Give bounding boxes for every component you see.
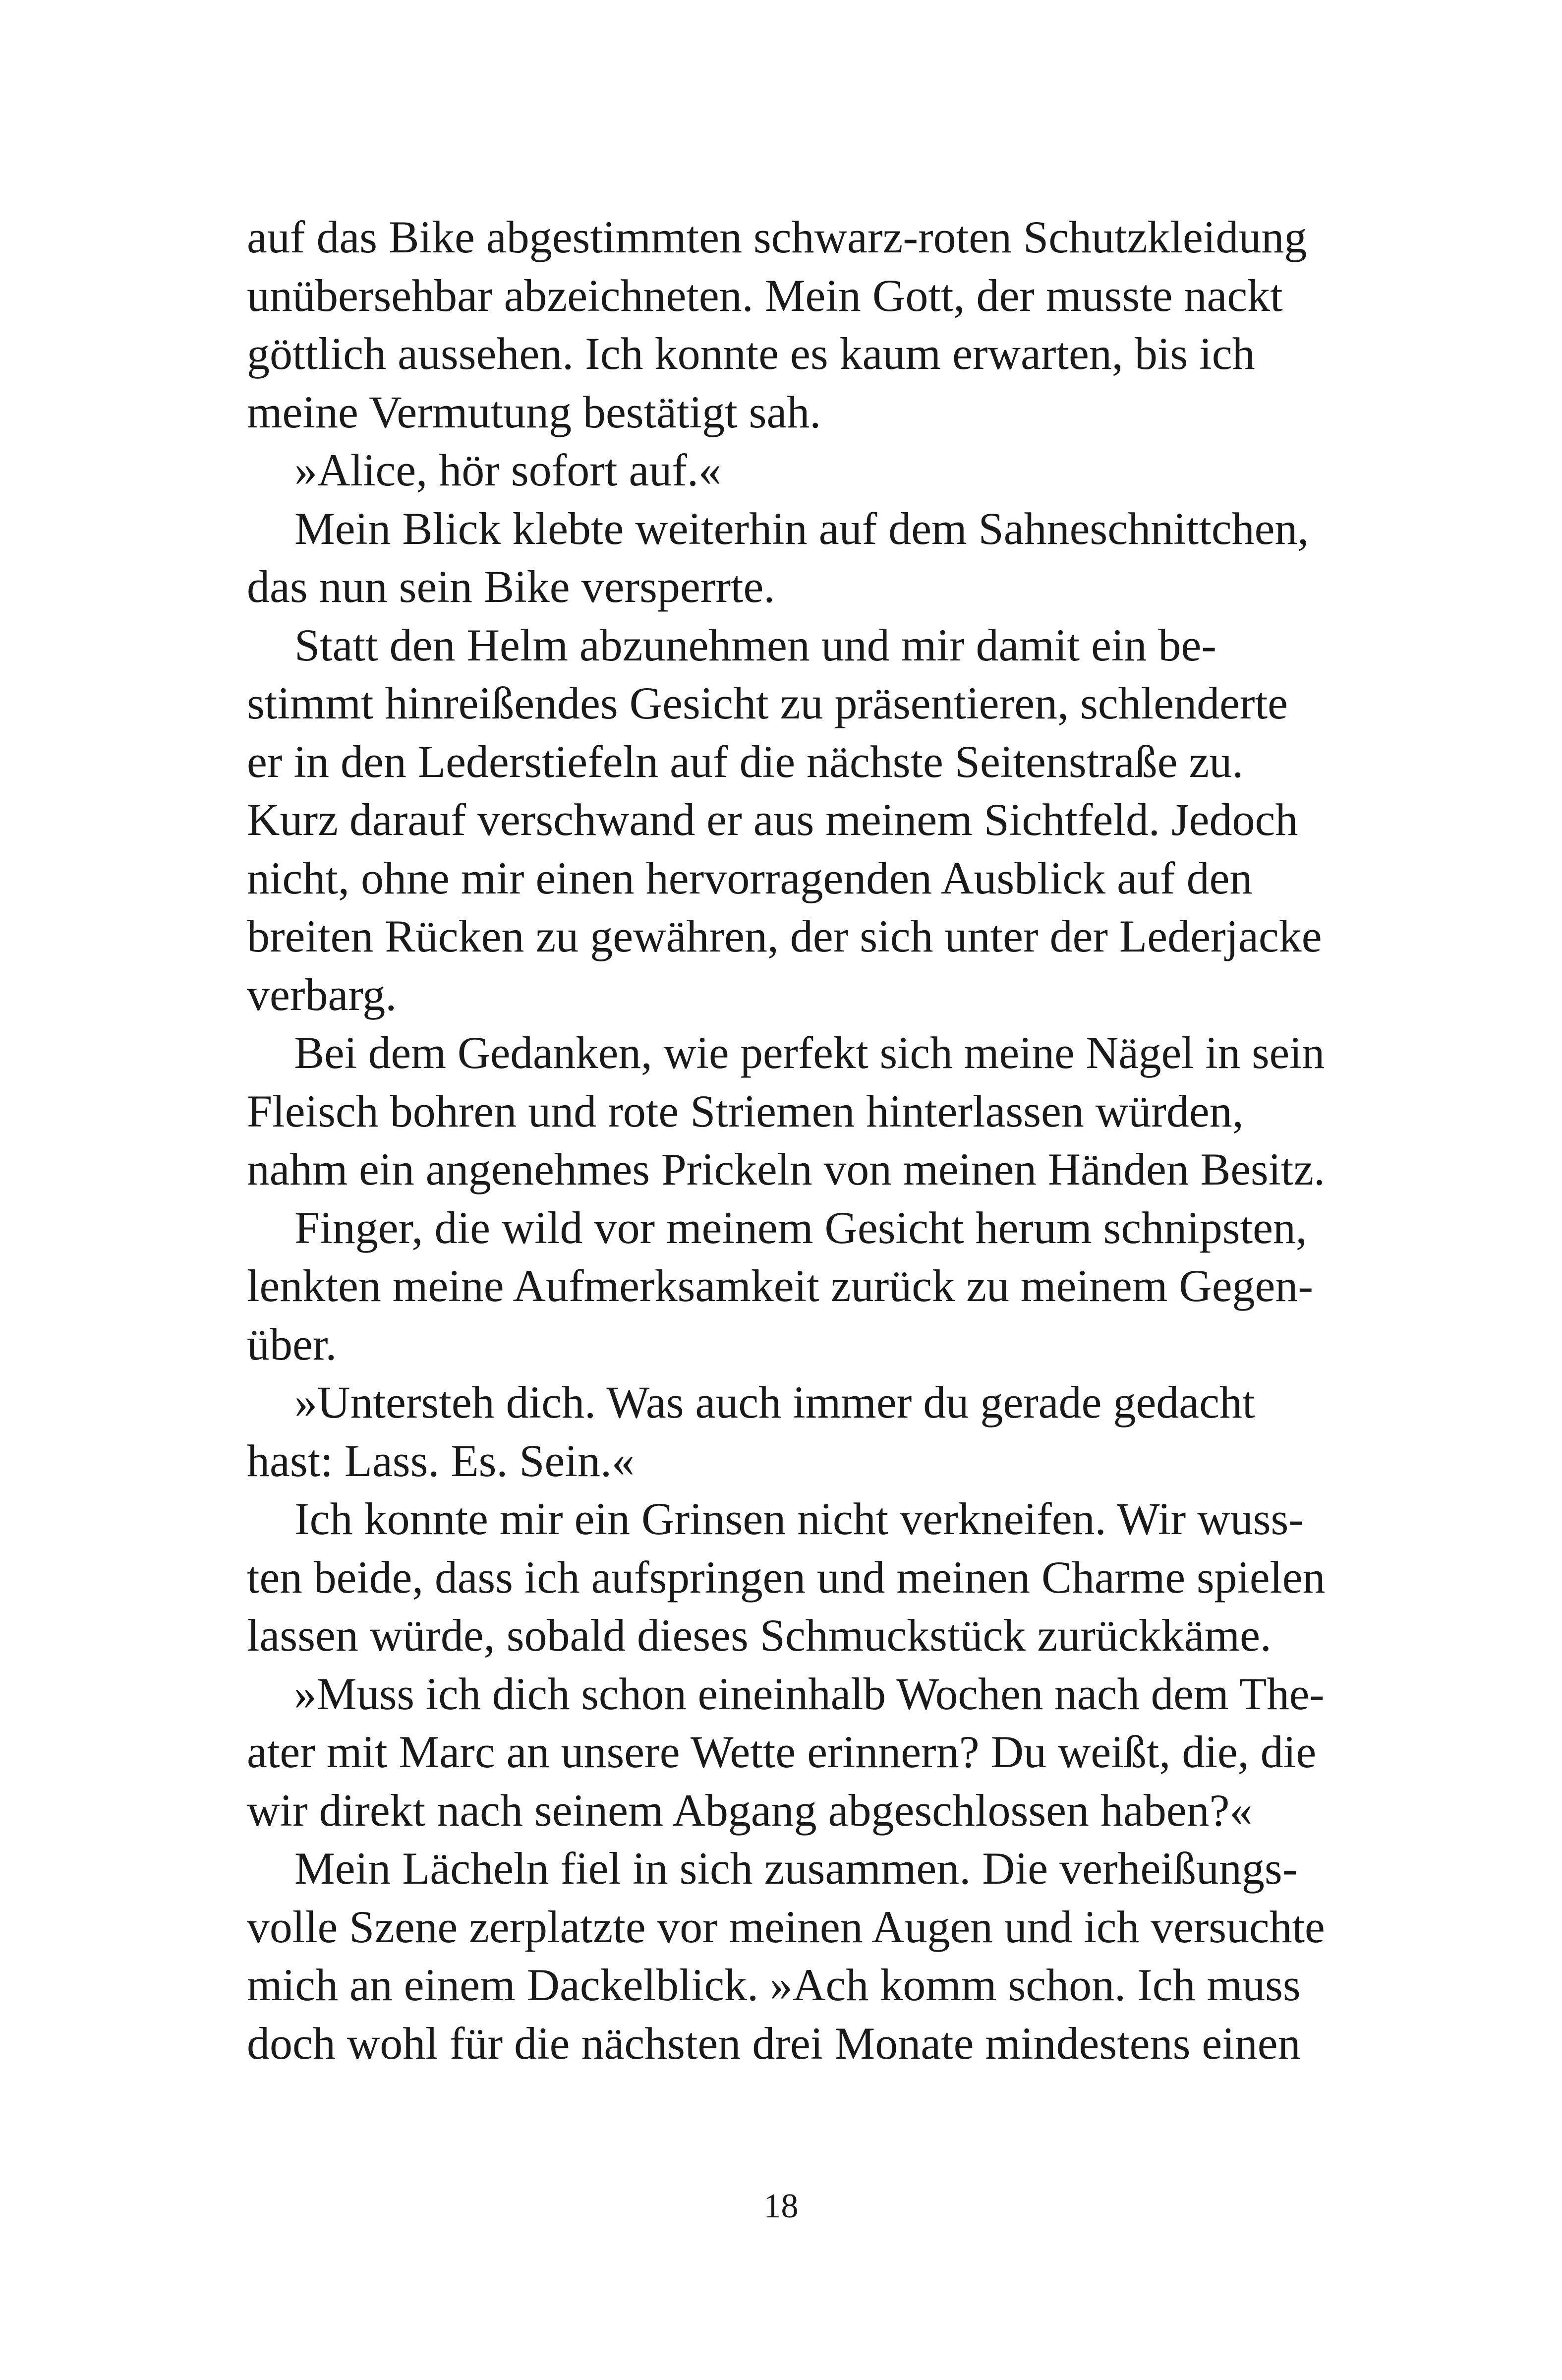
text-line: nicht, ohne mir einen hervorragenden Ausblick auf den [247,852,1253,903]
text-line: lenkten meine Aufmerksamkeit zurück zu meinem Gegen- [247,1260,1313,1311]
text-line: auf das Bike abgestimmten schwarz-roten Schutzkleidung [247,212,1307,262]
text-line: nahm ein angenehmes Prickeln von meinen Händen Besitz. [247,1144,1325,1194]
text-line: Bei dem Gedanken, wie perfekt sich meine Nägel in sein [294,1027,1325,1078]
text-line: hast: Lass. Es. Sein.« [247,1435,635,1486]
text-line: Mein Blick klebte weiterhin auf dem Sahneschnittchen, [294,503,1309,554]
text-line: göttlich aussehen. Ich konnte es kaum erwarten, bis ich [247,328,1255,379]
text-line: das nun sein Bike versperrte. [247,561,775,612]
text-line: stimmt hinreißendes Gesicht zu präsentieren, schlenderte [247,678,1288,728]
text-line: Statt den Helm abzunehmen und mir damit ein be- [294,619,1216,670]
text-line: Kurz darauf verschwand er aus meinem Sichtfeld. Jedoch [247,794,1298,845]
text-line: verbarg. [247,969,397,1020]
text-line: wir direkt nach seinem Abgang abgeschlossen haben?« [247,1785,1253,1836]
text-line: »Muss ich dich schon eineinhalb Wochen nach dem The- [294,1668,1325,1719]
text-line: ater mit Marc an unsere Wette erinnern? Du weißt, die, die [247,1726,1317,1777]
text-line: »Alice, hör sofort auf.« [294,445,721,495]
text-line: Ich konnte mir ein Grinsen nicht verkneifen. Wir wuss- [294,1493,1304,1544]
text-line: er in den Lederstiefeln auf die nächste Seitenstraße zu. [247,736,1244,787]
text-line: breiten Rücken zu gewähren, der sich unter der Lederjacke [247,911,1322,961]
text-line: doch wohl für die nächsten drei Monate mindestens einen [247,2018,1301,2069]
text-line: ten beide, dass ich aufspringen und meinen Charme spielen [247,1551,1326,1603]
text-line: mich an einem Dackelblick. »Ach komm schon. Ich muss [247,1960,1301,2010]
text-line: über. [247,1318,337,1369]
text-line: meine Vermutung bestätigt sah. [247,386,821,437]
text-line: Finger, die wild vor meinem Gesicht herum schnipsten, [294,1202,1307,1253]
text-line: »Untersteh dich. Was auch immer du gerade gedacht [294,1377,1255,1428]
text-line: lassen würde, sobald dieses Schmuckstück zurückkäme. [247,1610,1272,1661]
page-number: 18 [763,2187,799,2225]
text-line: volle Szene zerplatzte vor meinen Augen und ich versuchte [247,1901,1325,1952]
body-text [247,208,1325,2073]
text-line: unübersehbar abzeichneten. Mein Gott, der musste nackt [247,270,1283,321]
text-line: Fleisch bohren und rote Striemen hinterlassen würden, [247,1085,1244,1136]
text-line: Mein Lächeln fiel in sich zusammen. Die verheißungs- [294,1843,1298,1894]
